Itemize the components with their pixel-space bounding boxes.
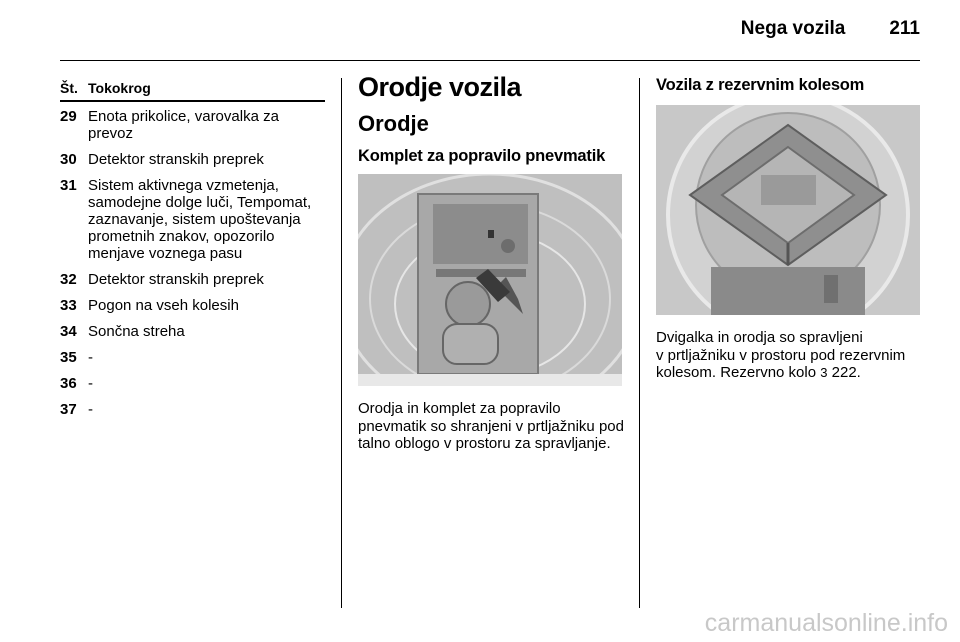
table-row	[60, 323, 325, 340]
section-title: Nega vozila	[740, 18, 846, 39]
header-rule	[60, 60, 920, 61]
jack-and-tools-photo	[656, 105, 920, 315]
table-row	[60, 349, 325, 366]
table-row	[60, 375, 325, 392]
table-row	[60, 177, 325, 262]
row-text: Enota prikolice, varovalka za prevoz	[88, 108, 279, 142]
table-row	[60, 108, 325, 142]
page-ref-icon: 3	[820, 365, 828, 380]
col-item-header: Tokokrog	[88, 80, 151, 96]
caption-line-2: v prtljažniku v prostoru pod rezervnim	[656, 346, 906, 364]
page-header	[741, 18, 920, 40]
table-row	[60, 297, 325, 314]
page-number: 211	[889, 18, 920, 39]
row-text: Sistem aktivnega vzmetenja, samodejne dolge luči, Tempomat, zaznavanje, sistem upoštevanja prometnih znakov, opozorilo menjave voznega pasu	[88, 177, 312, 262]
repair-kit-caption: Orodja in komplet za popravilo pnevmatik so shranjeni v prtljažniku pod talno oblogo v prostoru za spravljanje.	[358, 400, 624, 452]
row-text: Sončna streha	[88, 323, 185, 340]
caption-line-3: kolesom. Rezervno kolo	[656, 364, 817, 381]
column-divider	[341, 78, 342, 608]
row-number: 33	[60, 297, 77, 314]
row-text: -	[88, 401, 93, 418]
row-number: 29	[60, 108, 77, 125]
tools-section	[358, 72, 626, 453]
row-number: 36	[60, 375, 77, 392]
table-row	[60, 271, 325, 288]
table-header	[60, 80, 325, 102]
spare-wheel-section	[656, 76, 922, 382]
row-text: Detektor stranskih preprek	[88, 271, 264, 288]
row-number: 37	[60, 401, 77, 418]
subsection-title: Orodje	[358, 111, 429, 136]
caption-line-1: Dvigalka in orodja so spravljeni	[656, 329, 863, 346]
table-body	[60, 108, 325, 418]
row-number: 32	[60, 271, 77, 288]
column-divider	[639, 78, 640, 608]
table-row	[60, 401, 325, 418]
row-number: 35	[60, 349, 77, 366]
row-number: 31	[60, 177, 77, 194]
row-text: Detektor stranskih preprek	[88, 151, 264, 168]
row-text: Pogon na vseh kolesih	[88, 297, 239, 314]
row-text: -	[88, 375, 93, 392]
table-row	[60, 151, 325, 168]
row-text: -	[88, 349, 93, 366]
row-number: 30	[60, 151, 77, 168]
chapter-title: Orodje vozila	[358, 72, 522, 102]
spare-wheel-caption	[656, 329, 922, 382]
row-number: 34	[60, 323, 77, 340]
page-ref-link[interactable]: 222.	[831, 364, 861, 381]
repair-kit-heading: Komplet za popravilo pnevmatik	[358, 147, 606, 165]
col-num-header: Št.	[60, 80, 78, 96]
watermark: carmanualsonline.info	[704, 609, 948, 637]
fuse-table	[60, 80, 325, 418]
spare-wheel-heading: Vozila z rezervnim kolesom	[656, 76, 865, 94]
tire-repair-kit-photo	[358, 174, 622, 386]
